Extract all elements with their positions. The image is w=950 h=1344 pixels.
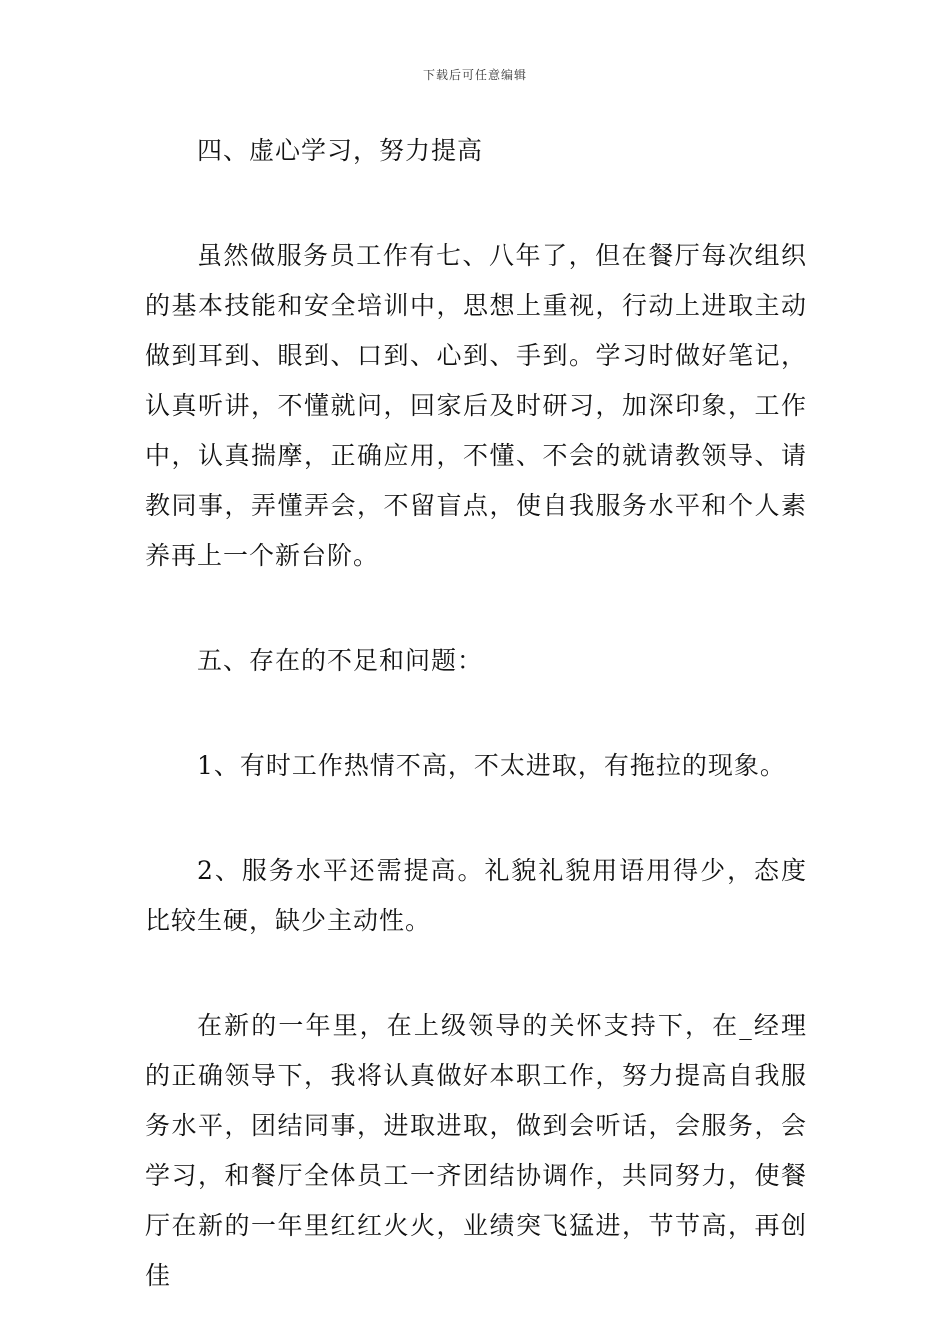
section-heading-5: 五、存在的不足和问题：	[197, 646, 484, 675]
paragraph-closing: 在新的一年里，在上级领导的关怀支持下，在_经理的正确领导下，我将认真做好本职工作，努力提高自我服务水平，团结同事，进取进取，做到会听话，会服务，会学习，和餐厅全体员工一齐团结协调作，共同努力，使餐厅在新的一年里红红火火，业绩突飞猛进，节节高，再创佳	[145, 1011, 807, 1290]
spacer	[145, 581, 807, 636]
spacer	[145, 946, 807, 1001]
issue-item-1: 1、有时工作热情不高，不太进取，有拖拉的现象。	[197, 751, 786, 780]
paragraph-study: 虽然做服务员工作有七、八年了，但在餐厅每次组织的基本技能和安全培训中，思想上重视，行动上进取主动做到耳到、眼到、口到、心到、手到。学习时做好笔记，认真听讲，不懂就问，回家后及时研习，加深印象，工作中，认真揣摩，正确应用，不懂、不会的就请教领导、请教同事，弄懂弄会，不留盲点，使自我服务水平和个人素养再上一个新台阶。	[145, 241, 807, 570]
section-heading-4: 四、虚心学习，努力提高	[197, 136, 484, 165]
issue-item-2: 2、服务水平还需提高。礼貌礼貌用语用得少，态度比较生硬，缺少主动性。	[145, 856, 807, 935]
spacer	[145, 686, 807, 741]
spacer	[145, 791, 807, 846]
document-body	[145, 126, 807, 1301]
header-note: 下载后可任意编辑	[422, 68, 527, 82]
spacer	[145, 176, 807, 231]
